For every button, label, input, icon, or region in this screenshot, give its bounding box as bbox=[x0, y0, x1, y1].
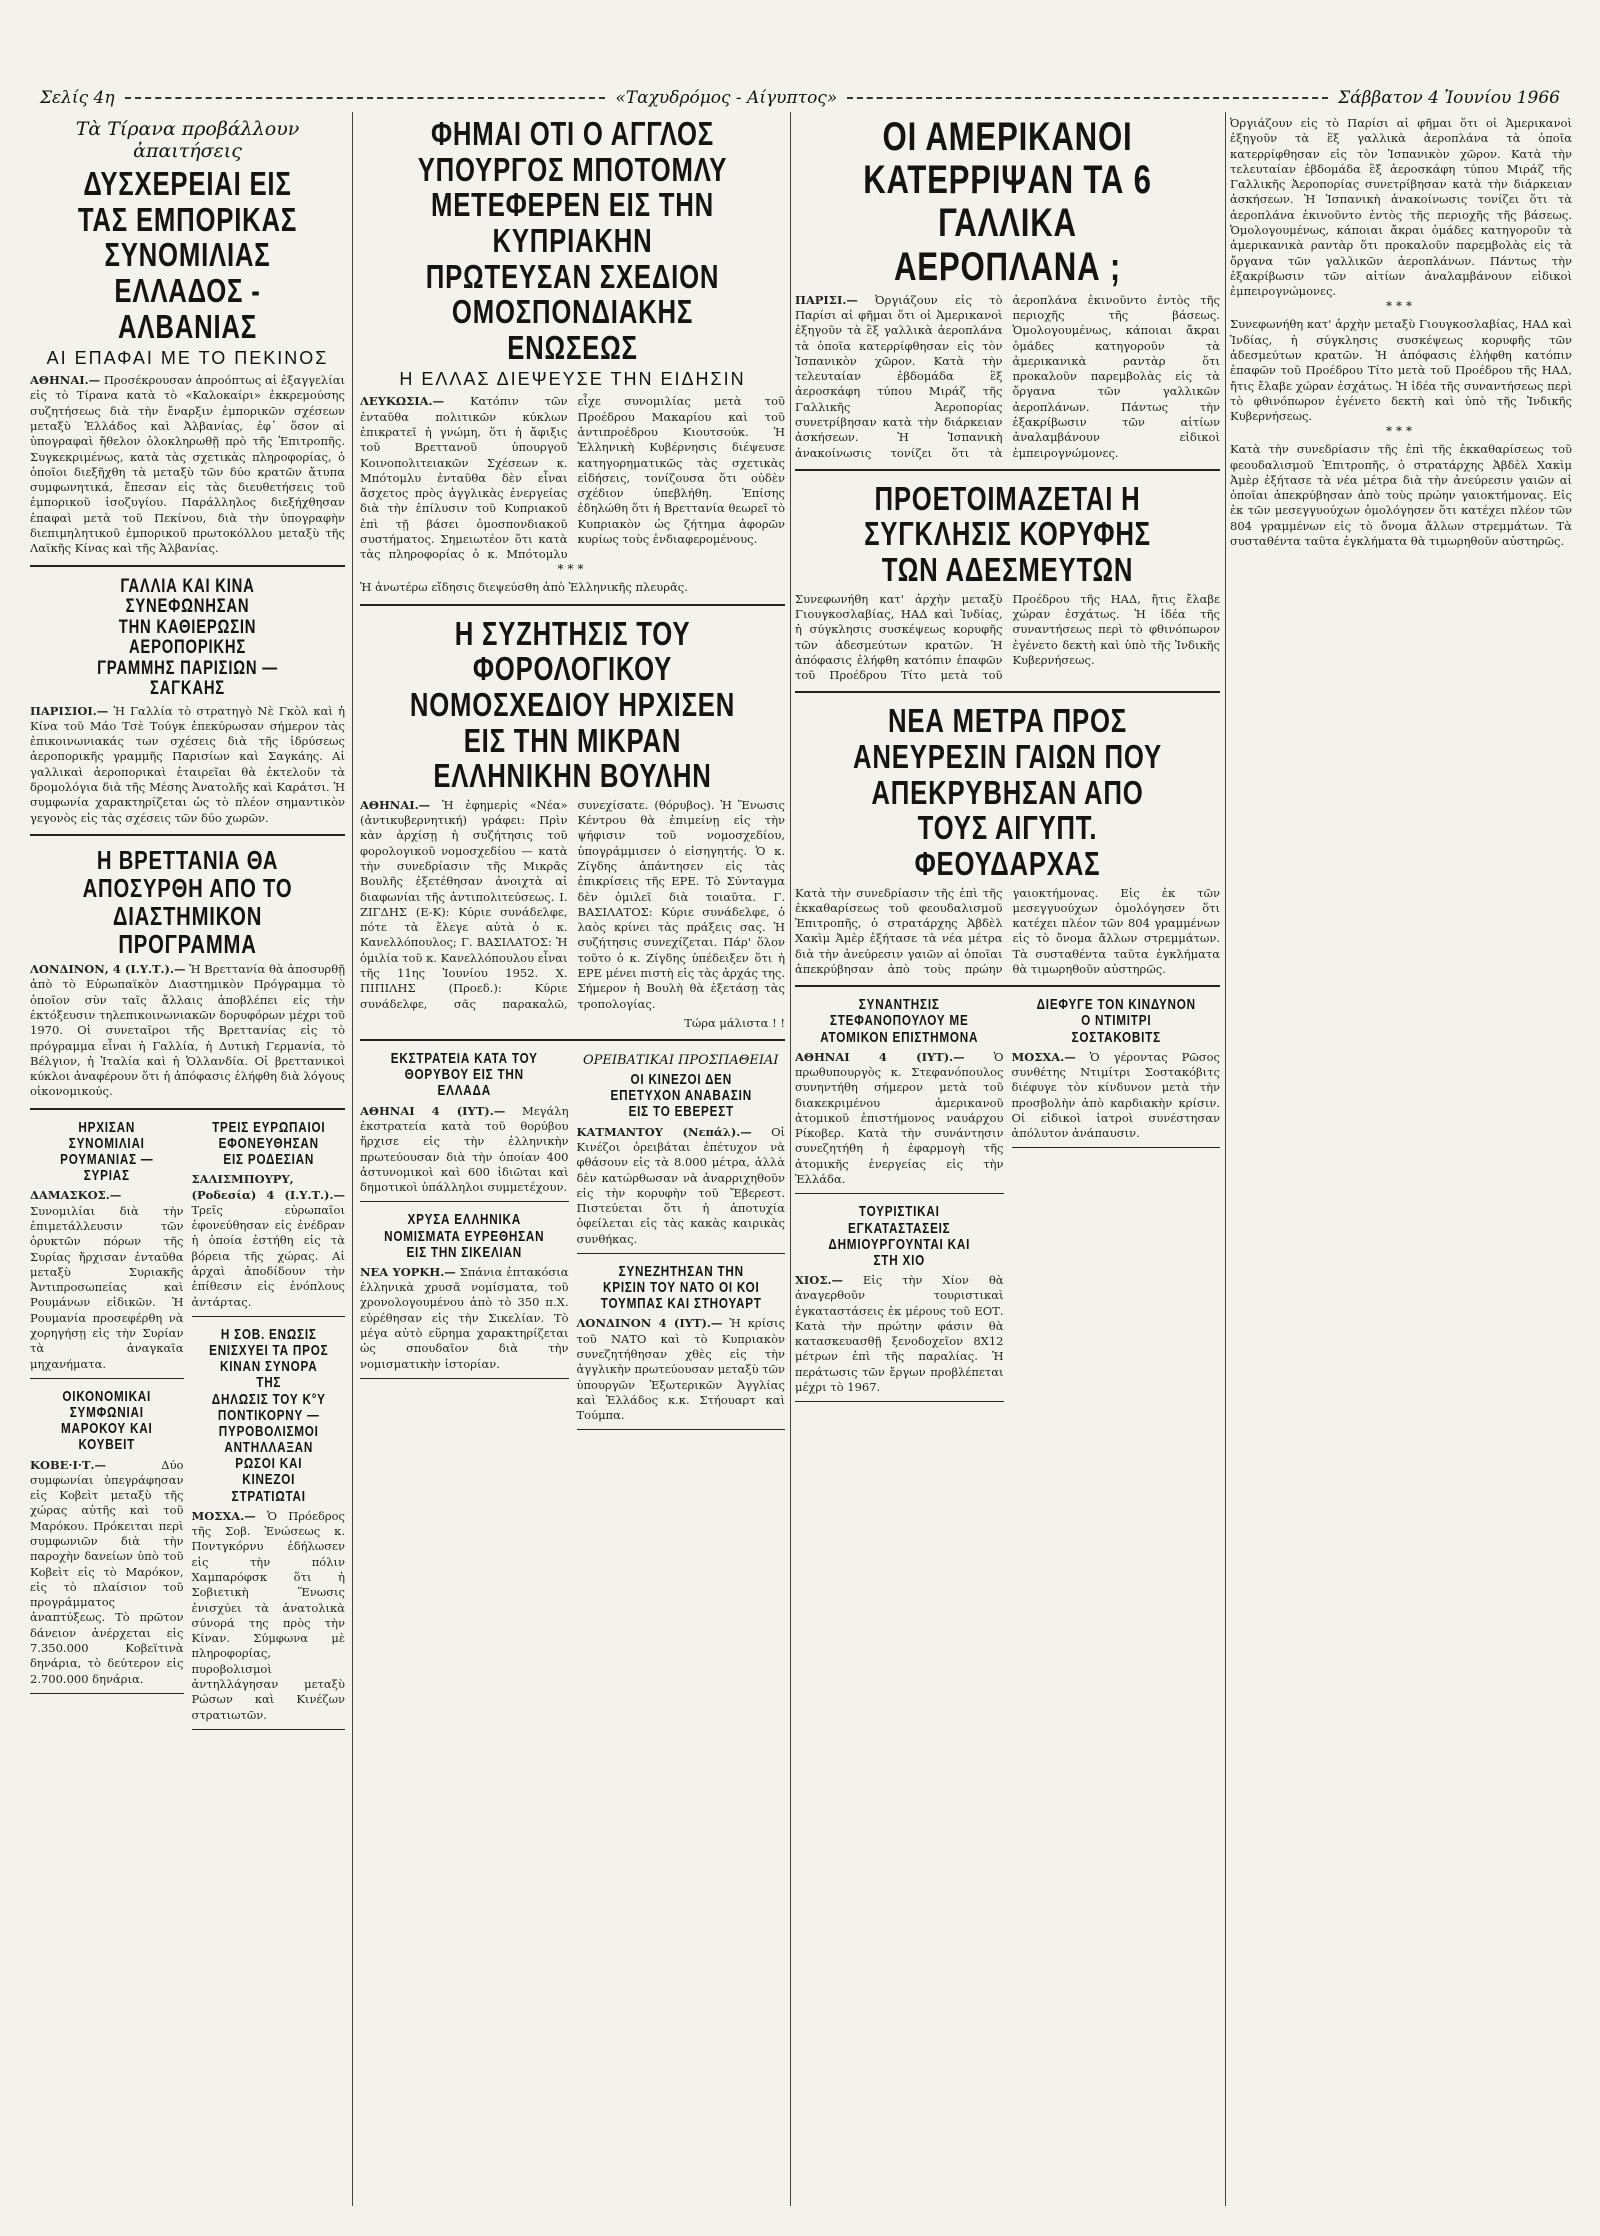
masthead bbox=[40, 86, 1560, 110]
article-dateline: ΧΙΟΣ.— bbox=[795, 1273, 843, 1288]
article-text: Κατόπιν τῶν ἐνταῦθα πολιτικῶν κύκλων ἐπικρατεῖ ἡ γνώμη, ὅτι ἡ ἄφιξις τοῦ Βρεττανοῦ ὑπουργοῦ Κοινοπολιτειακῶν Σχέσεων κ. Μπότομλυ ἐνταῦθα δὲν εἶναι ἄσχετος πρὸς ἀγγλικὰς ἐνεργείας διὰ τὴν ἐπίλυσιν τοῦ Κυπριακοῦ ἐπὶ τῇ βάσει ὁμοσπονδιακοῦ συστήματος. Σημειωτέον ὅτι κατὰ τὰς πληροφορίας ὁ κ. Μπότομλυ εἶχε συνομιλίας μετὰ τοῦ Προέδρου Μακαρίου καὶ τοῦ ἀντιπροέδρου Κιουτσούκ. Ἡ Ἑλληνικὴ Κυβέρνησις διέψευσε κατηγορηματικῶς τὰς σχετικὰς εἰδήσεις, τονίζουσα ὅτι οὐδὲν σχέδιον ὑπεβλήθη. Ἐπίσης ἐδηλώθη ὅτι ἡ Βρεττανία θεωρεῖ τὸ Κυπριακὸν ὡς ζήτημα ἀφορῶν κυρίως τοὺς ἐνδιαφερομένους. bbox=[360, 394, 785, 562]
article-stefanopoulos bbox=[795, 993, 1004, 1194]
article-body bbox=[795, 293, 1220, 461]
article-gold-coins bbox=[360, 1208, 569, 1379]
article-headline: ΧΡΥΣΑ ΕΛΛΗΝΙΚΑ ΝΟΜΙΣΜΑΤΑ ΕΥΡΕΘΗΣΑΝ ΕΙΣ ΤΗΝ ΣΙΚΕΛΙΑΝ bbox=[384, 1211, 545, 1261]
section-stars: *** bbox=[1386, 424, 1416, 439]
article-body bbox=[795, 1273, 1004, 1395]
article-headline: ΟΙ ΑΜΕΡΙΚΑΝΟΙ ΚΑΤΕΡΡΙΨΑΝ ΤΑ 6 ΓΑΛΛΙΚΑ ΑΕΡΟΠΛΑΝΑ ; bbox=[863, 115, 1152, 289]
continuation-text: Συνεφωνήθη κατ' ἀρχὴν μεταξὺ Γιουγκοσλαβίας, ΗΑΔ καὶ Ἰνδίας, ἡ σύγκλησις συσκέψεως κορυφῆς τῶν ἀδεσμεύτων κρατῶν. Ἡ ἀπόφασις ἐλήφθη κατόπιν ἐπαφῶν τοῦ Προέδρου Τίτο μετὰ τοῦ Προέδρου τῆς ΗΑΔ, ἤτις ἔλαβε χώραν ἐσχάτως. Ἡ ἰδέα τῆς συναντήσεως περὶ τὸ φθινόπωρον ἐγένετο δεκτὴ καὶ ὑπὸ τῆς Ἰνδικῆς Κυβερνήσεως. bbox=[1230, 317, 1572, 424]
article-dateline: ΑΘΗΝΑΙ.— bbox=[360, 797, 431, 812]
column-divider bbox=[352, 112, 353, 2206]
article-headline: ΓΡΑΜΜΗΣ ΠΑΡΙΣΙΩΝ — ΣΑΓΚΑΗΣ bbox=[97, 657, 278, 700]
article-deck: ΑΙ ΕΠΑΦΑΙ ΜΕ ΤΟ ΠΕΚΙΝΟΣ bbox=[46, 348, 329, 369]
article-dateline: ΛΟΝΔΙΝΟΝ 4 (ΙΥΤ).— bbox=[576, 1316, 723, 1331]
article-headline: ΗΡΧΙΣΑΝ ΣΥΝΟΜΙΛΙΑΙ ΡΟΥΜΑΝΙΑΣ — ΣΥΡΙΑΣ bbox=[60, 1118, 154, 1185]
column-2 bbox=[360, 112, 785, 2206]
article-headline: ΤΗΝ ΚΑΘΙΕΡΩΣΙΝ ΑΕΡΟΠΟΡΙΚΗΣ bbox=[118, 616, 257, 659]
article-text: Ἡ κρίσις τοῦ ΝΑΤΟ καὶ τὸ Κυπριακὸν συνεζητήθησαν χθὲς εἰς τὴν ἀγγλικὴν πρωτεύουσαν μεταξὺ τῶν ὑπουργῶν Ἐξωτερικῶν Ἀγγλίας καὶ Ἑλλάδος κ.κ. Στήουαρτ καὶ Τούμπα. bbox=[576, 1316, 785, 1423]
column-4 bbox=[1230, 112, 1572, 2206]
article-dateline: ΚΟΒΕ·Ι·Τ.— bbox=[30, 1457, 106, 1472]
article-shostakovich bbox=[1012, 993, 1221, 1148]
article-headline: ΝΕΑ ΜΕΤΡΑ ΠΡΟΣ ΑΝΕΥΡΕΣΙΝ ΓΑΙΩΝ ΠΟΥ ΑΠΕΚΡΥΒΗΣΑΝ ΑΠΟ ΤΟΥΣ ΑΙΓΥΠΤ. ΦΕΟΥΔΑΡΧΑΣ bbox=[853, 702, 1162, 882]
article-body bbox=[577, 1316, 786, 1423]
article-feudal-lands bbox=[795, 699, 1220, 987]
article-deck: Η ΕΛΛΑΣ ΔΙΕΨΕΥΣΕ ΤΗΝ ΕΙΔΗΣΙΝ bbox=[399, 369, 746, 390]
article-body bbox=[192, 1172, 346, 1310]
article-body bbox=[30, 962, 345, 1100]
article-text: Ὁ πρωθυπουργὸς κ. Στεφανόπουλος συνηντήθη σήμερον μετὰ τοῦ διακεκριμένου ἀμερικανοῦ ἀτομικοῦ ἐπιστήμονος ναυάρχου Ρίκοβερ. Κατὰ τὴν συνάντησιν συνεζητήθη ἡ ἐφαρμογὴ τῆς ἀτομικῆς ἐνεργείας εἰς τὴν Ἑλλάδα. bbox=[795, 1049, 1004, 1187]
article-noise-campaign bbox=[360, 1047, 569, 1202]
article-text: Ὁ γέροντας Ρῶσος συνθέτης Ντιμίτρι Σοστακόβιτς διέφυγε τὸν κίνδυνον μετὰ τὴν προσβολὴν ἀπὸ καρδιακὴν κρίσιν. Οἱ εἰδικοὶ ἰατροὶ συνέστησαν ἀπόλυτον ἀνάπαυσιν. bbox=[1011, 1049, 1220, 1141]
article-kicker: ΟΡΕΙΒΑΤΙΚΑΙ ΠΡΟΣΠΑΘΕΙΑΙ bbox=[582, 1053, 779, 1069]
newspaper-name: «Ταχυδρόμος - Αίγυπτος» bbox=[615, 88, 838, 108]
page-number: Σελίς 4η bbox=[40, 88, 115, 108]
article-soviet-border bbox=[192, 1323, 346, 1730]
article-headline: Η ΒΡΕΤΤΑΝΙΑ ΘΑ ΑΠΟΣΥΡΘΗ ΑΠΟ ΤΟ ΔΙΑΣΤΗΜΙΚΟΝ ΠΡΟΓΡΑΜΜΑ bbox=[82, 844, 293, 960]
article-headline: ΣΥΝΕΖΗΤΗΣΑΝ ΤΗΝ ΚΡΙΣΙΝ ΤΟΥ ΝΑΤΟ ΟΙ ΚΟΙ ΤΟΥΜΠΑΣ ΚΑΙ ΣΤΗΟΥΑΡΤ bbox=[600, 1262, 762, 1313]
article-text: Ἡ Γαλλία τὸ στρατηγὸ Νὲ Γκὸλ καὶ ἡ Κίνα τοῦ Μάο Τσὲ Τούγκ ἐπεκύρωσαν σήμερον τὰς ἐπικοινωνιακάς των σχέσεις διὰ τῆς ἱδρύσεως ἀεροπορικῆς γραμμῆς Παρισίων καὶ Σαγκάης. Αἱ γαλλικαὶ ἀεροπορικαὶ ἑταιρεῖαι θὰ ἐκτελοῦν τὰ δρομολόγια διὰ τῆς Μέσης Ἀνατολῆς καὶ Καράτσι. Ἡ συμφωνία χαρακτηρίζεται ὡς τὸ πλέον σημαντικὸν γεγονὸς εἰς τὰς σχέσεις τῶν δύο χωρῶν. bbox=[30, 703, 345, 825]
article-headline: ΣΥΝΑΝΤΗΣΙΣ ΣΤΕΦΑΝΟΠΟΥΛΟΥ ΜΕ ΑΤΟΜΙΚΟΝ ΕΠΙΣΤΗΜΟΝΑ bbox=[820, 996, 979, 1046]
article-body bbox=[30, 1458, 184, 1687]
continuation-text: Ὀργιάζουν εἰς τὸ Παρίσι αἱ φῆμαι ὅτι οἱ Ἀμερικανοὶ ἐξηγοῦν τὰ ἓξ γαλλικὰ ἀεροπλάνα τὰ ὁποῖα κατερρίφθησαν εἰς τὸν Ἰσπανικὸν χῶρον. Κατὰ τὴν τελευταίαν ἑβδομάδα ἓξ ἀεροσκάφη τύπου Μιράζ τῆς Γαλλικῆς Ἀεροπορίας συνετρίβησαν κατὰ τὴν διάρκειαν ἀσκήσεων. Ἡ Ἰσπανικὴ ἀνακοίνωσις τονίζει ὅτι τὰ ἀεροπλάνα ἐκινοῦντο ἐντὸς τῆς περιοχῆς τῆς βάσεως. Ὁμολογουμένως, κάποιαι ἄκραι ὁμάδες κατηγοροῦν τὰ ἀμερικανικὰ ραντὰρ ὅτι προκαλοῦν παρεμβολὰς εἰς τὰ ὄργανα τῶν γαλλικῶν ἀεροπλάνων. Πάντως τὴν ἐξακρίβωσιν τῶν αἰτίων ἀναλαμβάνουν εἰδικοὶ ἐμπειρογνώμονες. bbox=[1230, 116, 1572, 299]
article-text: Οἱ Κινέζοι ὀρειβάται ἐπέτυχον νὰ φθάσουν εἰς τὰ 8.000 μέτρα, ἀλλὰ δὲν κατώρθωσαν νὰ ἀναρριχηθοῦν εἰς τὴν κορυφὴν τοῦ Ἔβερεστ. Πιστεύεται ὅτι ἡ ἀποτυχία ὀφείλεται εἰς τὰς κακὰς καιρικὰς συνθήκας. bbox=[576, 1124, 785, 1246]
article-albania bbox=[30, 112, 345, 567]
article-nato bbox=[577, 1260, 786, 1431]
article-dateline: ΑΘΗΝΑΙ 4 (ΙΥΤ).— bbox=[360, 1103, 506, 1118]
article-headline: ΕΚΣΤΡΑΤΕΙΑ ΚΑΤΑ ΤΟΥ ΘΟΡΥΒΟΥ ΕΙΣ ΤΗΝ ΕΛΛΑΔΑ bbox=[390, 1050, 538, 1100]
article-text: Ὁ Πρόεδρος τῆς Σοβ. Ἑνώσεως κ. Ποντγκόρνυ ἐδήλωσεν εἰς τὴν πόλιν Χαμπαρόφσκ ὅτι ἡ Σοβιετικὴ Ἕνωσις ἐνισχύει τὰ ἀνατολικὰ σύνορά της πρὸς τὴν Κίναν. Σύμφωνα μὲ πληροφορίας, πυροβολισμοὶ ἀντηλλάγησαν μεταξὺ Ρώσων καὶ Κινέζων στρατιωτῶν. bbox=[191, 1508, 345, 1722]
article-text: Δύο συμφωνίαι ὑπεγράφησαν εἰς Κοβεὶτ μεταξὺ τῆς χώρας αὐτῆς καὶ τοῦ Μαρόκου. Πρόκειται περὶ συμφωνιῶν διὰ τὴν παροχὴν δανείων ὑπὸ τοῦ Κοβεὶτ εἰς τὸ Μαρόκον, εἰς τὸ πλαίσιον τοῦ προγράμματος ἀναπτύξεως. Τὸ πρῶτον δάνειον ἀνέρχεται εἰς 7.350.000 Κοβεϊτινὰ δηνάρια, τὸ δεύτερον εἰς 2.700.000 δηνάρια. bbox=[30, 1457, 184, 1686]
article-text: Σπάνια ἑπτακόσια ἑλληνικὰ χρυσᾶ νομίσματα, τοῦ χρονολογουμένου ἀπὸ τὸ 350 π.Χ. εὑρέθησαν εἰς τὴν Σικελίαν. Τὸ μέγα αὐτὸ εὕρημα χαρακτηρίζεται ὡς σπουδαῖον διὰ τὴν νομισματικὴν ἱστορίαν. bbox=[360, 1264, 569, 1371]
article-dateline: ΛΕΥΚΩΣΙΑ.— bbox=[360, 394, 445, 409]
article-headline: ΠΡΟΕΤΟΙΜΑΖΕΤΑΙ Η ΣΥΓΚΛΗΣΙΣ ΚΟΡΥΦΗΣ ΤΩΝ ΑΔΕΣΜΕΥΤΩΝ bbox=[864, 479, 1151, 589]
column-1 bbox=[30, 112, 345, 2206]
article-dateline: ΝΕΑ ΥΟΡΚΗ.— bbox=[360, 1264, 456, 1279]
article-body bbox=[795, 1050, 1004, 1188]
article-body bbox=[360, 798, 785, 1012]
article-dateline: ΛΟΝΔΙΝΟΝ, 4 (Ι.Υ.Τ.).— bbox=[30, 962, 186, 977]
article-us-jets bbox=[795, 112, 1220, 471]
article-text: Συνομιλίαι διὰ τὴν ἐπιμετάλλευσιν τῶν ὀρυκτῶν πόρων τῆς Συρίας ἤρχισαν ἐνταῦθα μεταξὺ Συριακῆς Ἀντιπροσωπείας καὶ Ρουμάνων εἰδικῶν. Ἡ Ρουμανία προσεφέρθη νὰ χορηγήσῃ εἰς τὴν Συρίαν τὰ ἀναγκαῖα μηχανήματα. bbox=[30, 1203, 184, 1371]
article-text: Ὀργιάζουν εἰς τὸ Παρίσι αἱ φῆμαι ὅτι οἱ Ἀμερικανοὶ ἐξηγοῦν τὰ ἓξ γαλλικὰ ἀεροπλάνα τὰ ὁποῖα κατερρίφθησαν εἰς τὸν Ἰσπανικὸν χῶρον. Κατὰ τὴν τελευταίαν ἑβδομάδα ἓξ ἀεροσκάφη τύπου Μιράζ τῆς Γαλλικῆς Ἀεροπορίας συνετρίβησαν κατὰ τὴν διάρκειαν ἀσκήσεων. Ἡ Ἰσπανικὴ ἀνακοίνωσις τονίζει ὅτι τὰ ἀεροπλάνα ἐκινοῦντο ἐντὸς τῆς περιοχῆς τῆς βάσεως. Ὁμολογουμένως, κάποιαι ἄκραι ὁμάδες κατηγοροῦν τὰ ἀμερικανικὰ ραντὰρ ὅτι προκαλοῦν παρεμβολὰς εἰς τὰ ὄργανα τῶν γαλλικῶν ἀεροπλάνων. Πάντως τὴν ἐξακρίβωσιν τῶν αἰτίων ἀναλαμβάνουν εἰδικοὶ ἐμπειρογνώμονες. bbox=[795, 292, 1220, 460]
article-dateline: ΜΟΣΧΑ.— bbox=[1011, 1049, 1076, 1064]
article-text: Μεγάλη ἐκστρατεία κατὰ τοῦ θορύβου ἤρχισε εἰς τὴν ἑλληνικὴν πρωτεύουσαν διὰ τὴν ὁποίαν 400 ἀστυνομικοὶ καὶ 600 ἰδιῶται καὶ δημοτικοὶ ὑπάλληλοι συμμετέχουν. bbox=[360, 1103, 569, 1195]
article-dateline: ΑΘΗΝΑΙ 4 (ΙΥΤ).— bbox=[795, 1049, 965, 1064]
article-body bbox=[360, 394, 785, 562]
article-europeans-rhodesia bbox=[192, 1116, 346, 1317]
article-end: Τώρα μάλιστα ! ! bbox=[684, 1015, 785, 1030]
column-3 bbox=[795, 112, 1220, 2206]
article-deck: ΔΗΛΩΣΙΣ ΤΟΥ Κ°Υ ΠΟΝΤΙΚΟΡΝΥ — ΠΥΡΟΒΟΛΙΣΜΟΙ ΑΝΤΗΛΛΑΞΑΝ ΡΩΣΟΙ ΚΑΙ ΚΙΝΕΖΟΙ ΣΤΡΑΤΙΩΤΑΙ bbox=[211, 1390, 326, 1505]
article-dateline: ΠΑΡΙΣΙ.— bbox=[795, 292, 858, 307]
article-headline: ΔΥΣΧΕΡΕΙΑΙ ΕΙΣ ΤΑΣ ΕΜΠΟΡΙΚΑΣ ΣΥΝΟΜΙΛΙΑΣ ΕΛΛΑΔΟΣ - ΑΛΒΑΝΙΑΣ bbox=[77, 165, 298, 345]
column-2-lower bbox=[360, 1047, 785, 1436]
article-body bbox=[360, 1265, 569, 1372]
issue-date: Σάββατον 4 Ἰουνίου 1966 bbox=[1338, 88, 1560, 108]
article-kuwait bbox=[30, 1385, 184, 1694]
article-dateline: ΜΟΣΧΑ.— bbox=[191, 1508, 256, 1523]
article-headline: ΕΦΟΝΕΥΘΗΣΑΝ ΕΙΣ ΡΟΔΕΣΙΑΝ bbox=[218, 1134, 319, 1169]
column-1-lower bbox=[30, 1116, 345, 1736]
article-body bbox=[30, 373, 345, 556]
article-dateline: ΑΘΗΝΑΙ.— bbox=[30, 373, 101, 388]
article-text: Ἡ ἐφημερὶς «Νέα» (ἀντικυβερνητική) γράφει: Πρὶν κὰν ἀρχίσῃ ἡ συζήτησις τοῦ φορολογικοῦ νομοσχεδίου — κατὰ τὴν συνεδρίασιν τῆς Μικρᾶς Βουλῆς ἐξετέθησαν ἀνοιχτὰ αἱ διαφωνίαι τῆς ἀντιπολιτεύσεως. Ι. ΖΙΓΔΗΣ (Ε-Κ): Κύριε συνάδελφε, πότε τὰ ἔλεγε αὐτὰ ὁ κ. Κανελλόπουλος; Γ. ΒΑΣΙΛΑΤΟΣ: Ἡ ὁμιλία τοῦ κ. Κανελλόπουλου εἶναι τῆς 11ης Ἰουνίου 1952. Χ. ΠΙΠΙΛΗΣ (Προεδ.): Κύριε συνάδελφε, σᾶς παρακαλῶ, συνεχίσατε. (θόρυβος). Ἡ Ἕνωσις Κέντρου θὰ ἐπιμείνῃ εἰς τὴν ψήφισιν τοῦ νομοσχεδίου, ὑπογράμμισεν ὁ εἰσηγητής. Ὁ κ. Ζίγδης ἀπάντησεν εἰς τὰς ἐπικρίσεις τῆς ΕΡΕ. Τὸ Σύνταγμα δὲν ὁμιλεῖ διὰ τοιαῦτα. Γ. ΒΑΣΙΛΑΤΟΣ: Κύριε συνάδελφε, ὁ λαὸς κρίνει τὰς πράξεις σας. Ἡ συζήτησις συνεχίζεται. Πάρ' ὅλον τοῦτο ὁ κ. Ζίγδης ὑπέδειξεν ὅτι ἡ ΕΡΕ μένει πιστὴ εἰς τὰς ἀρχάς της. Σήμερον ἡ Βουλὴ θὰ ἐξετάσῃ τὰς τροπολογίας. bbox=[360, 797, 785, 1011]
article-headline: ΟΙΚΟΝΟΜΙΚΑΙ ΣΥΜΦΩΝΙΑΙ ΜΑΡΟΚΟΥ ΚΑΙ ΚΟΥΒΕΙΤ bbox=[60, 1387, 153, 1454]
article-france-china bbox=[30, 573, 345, 836]
article-summit bbox=[795, 477, 1220, 694]
article-cyprus bbox=[360, 112, 785, 606]
article-text: Προσέκρουσαν ἀπροόπτως αἱ ἐξαγγελίαι εἰς τὸ Τίρανα κατὰ τὸ «Καλοκαίρι» ἐκκρεμούσης συζητήσεως διὰ τὴν ἔναρξιν ἐμπορικῶν σχέσεων μεταξὺ Ἑλλάδος καὶ Ἀλβανίας, ἐφ᾽ ὅσον αἱ ὑπογραφαὶ ἤθελον ὁλοκληρωθῇ πρὸ τῆς Ἐπιτροπῆς. Συγκεκριμένως, κατὰ τὰς σχετικὰς πληροφορίας, ὁ ὁποῖοι διεξῆχθη τὰ μεταξὺ τῶν δύο κρατῶν ἄτυπα συμφωνητικά, ἔπεσαν εἰς τὰς διευθετήσεις τοῦ ἐμπορικοῦ ἰσοζυγίου. Παράλληλος διεξήχθησαν ἐπαφαὶ μετὰ τοῦ Πεκίνου, διὰ τὴν ὑπογραφὴν διεπιμηλητικοῦ ἐμπορικοῦ πρωτοκόλλου μεταξὺ τῆς Λαϊκῆς Κίνας καὶ τῆς Ἀλβανίας. bbox=[30, 373, 345, 556]
article-everest bbox=[577, 1047, 786, 1254]
section-stars: *** bbox=[557, 562, 588, 577]
article-body bbox=[30, 704, 345, 826]
article-syria-romania bbox=[30, 1116, 184, 1379]
article-text: Εἰς τὴν Χίον θὰ ἀναγερθοῦν τουριστικαὶ ἐγκαταστάσεις ἐκ μέρους τοῦ ΕΟΤ. Κατὰ τὴν πρώτην φάσιν θὰ κατασκευασθῇ ξενοδοχεῖον 8Χ12 μέτρων ἐπὶ τῆς παραλίας. Ἡ περάτωσις τῶν ἔργων προβλέπεται μέχρι τὸ 1967. bbox=[795, 1273, 1004, 1395]
article-text: Ἡ Βρεττανία θὰ ἀποσυρθῇ ἀπὸ τὸ Εὐρωπαϊκὸν Διαστημικὸν Πρόγραμμα τὸ ὁποῖον σὺν ταῖς ἄλλαις ἀποβλέπει εἰς τὴν ἐκτόξευσιν τηλεπικοινωνιακῶν δορυφόρων μέχρι τοῦ 1970. Οἱ συνεταῖροι τῆς Βρεττανίας εἰς τὸ πρόγραμμα εἶναι ἡ Γαλλία, ἡ Δυτικὴ Γερμανία, τὸ Βέλγιον, ἡ Ἰταλία καὶ ἡ Ὁλλανδία. Οἱ βρεττανικοὶ κύκλοι ἀναφέρουν ὅτι ἡ ἀπόφασις ἐλήφθη διὰ λόγους οἰκονομικούς. bbox=[30, 962, 345, 1099]
masthead-rule-left bbox=[125, 97, 606, 99]
article-kicker: Τὰ Τίρανα προβάλλουν ἀπαιτήσεις bbox=[75, 118, 300, 162]
article-dateline: ΠΑΡΙΣΙΟΙ.— bbox=[30, 703, 109, 718]
article-body: Συνεφωνήθη κατ' ἀρχὴν μεταξὺ Γιουγκοσλαβίας, ΗΑΔ καὶ Ἰνδίας, ἡ σύγκλησις συσκέψεως κορυφῆς τῶν ἀδεσμεύτων κρατῶν. Ἡ ἀπόφασις ἐλήφθη κατόπιν ἐπαφῶν τοῦ Προέδρου Τίτο μετὰ τοῦ Προέδρου τῆς ΗΑΔ, ἤτις ἔλαβε χώραν ἐσχάτως. Ἡ ἰδέα τῆς συναντήσεως περὶ τὸ φθινόπωρον ἐγένετο δεκτὴ καὶ ὑπὸ τῆς Ἰνδικῆς Κυβερνήσεως. bbox=[795, 591, 1220, 683]
article-headline: Η ΣΥΖΗΤΗΣΙΣ ΤΟΥ ΦΟΡΟΛΟΓΙΚΟΥ ΝΟΜΟΣΧΕΔΙΟΥ ΗΡΧΙΣΕΝ ΕΙΣ ΤΗΝ ΜΙΚΡΑΝ ΕΛΛΗΝΙΚΗΝ ΒΟΥΛΗΝ bbox=[409, 614, 736, 795]
article-body bbox=[360, 1104, 569, 1196]
article-dateline: ΣΑΛΙΣΜΠΟΥΡΥ, (Ροδεσία) 4 (Ι.Υ.Τ.).— bbox=[191, 1172, 345, 1202]
article-headline: ΓΑΛΛΙΑ ΚΑΙ ΚΙΝΑ ΣΥΝΕΦΩΝΗΣΑΝ bbox=[120, 575, 255, 618]
article-headline: ΤΟΥΡΙΣΤΙΚΑΙ ΕΓΚΑΤΑΣΤΑΣΕΙΣ ΔΗΜΙΟΥΡΓΟΥΝΤΑΙ ΚΑΙ ΣΤΗ ΧΙΟ bbox=[828, 1203, 971, 1269]
column-divider bbox=[1225, 112, 1226, 2206]
article-headline: ΔΙΕΦΥΓΕ ΤΟΝ ΚΙΝΔΥΝΟΝ Ο ΝΤΙΜΙΤΡΙ ΣΟΣΤΑΚΟΒΙΤΣ bbox=[1036, 996, 1196, 1046]
article-dateline: ΔΑΜΑΣΚΟΣ.— bbox=[30, 1188, 122, 1203]
article-dateline: ΚΑΤΜΑΝΤΟΥ (Νεπάλ).— bbox=[576, 1124, 752, 1139]
article-text: Τρεῖς εὐρωπαῖοι ἐφονεύθησαν εἰς ἐνέδραν ἡ ὁποία ἐστήθη εἰς τὰ βόρεια τῆς χώρας. Αἱ ἀρχαὶ ἀποδίδουν τὴν ἐπίθεσιν εἰς ἐνόπλους ἀντάρτας. bbox=[191, 1202, 345, 1309]
section-stars: *** bbox=[1386, 299, 1416, 314]
article-headline: Η ΣΟΒ. ΕΝΩΣΙΣ ΕΝΙΣΧΥΕΙ ΤΑ ΠΡΟΣ ΚΙΝΑΝ ΣΥΝΟΡΑ ΤΗΣ bbox=[208, 1325, 328, 1392]
article-body bbox=[192, 1509, 346, 1723]
article-tourism bbox=[795, 1200, 1004, 1402]
article-headline: ΟΙ ΚΙΝΕΖΟΙ ΔΕΝ ΕΠΕΤΥΧΟΝ ΑΝΑΒΑΣΙΝ ΕΙΣ ΤΟ ΕΒΕΡΕΣΤ bbox=[610, 1071, 752, 1121]
article-body bbox=[30, 1188, 184, 1371]
article-body: Κατὰ τὴν συνεδρίασιν τῆς ἐπὶ τῆς ἐκκαθαρίσεως τοῦ φεουδαλισμοῦ Ἐπιτροπῆς, ὁ στρατάρχης Ἀβδὲλ Χακὶμ Ἀμὲρ ἐξήτασε τὰ νέα μέτρα διὰ τὴν ἀνεύρεσιν γαιῶν αἱ ὁποῖαι ἀπεκρύβησαν ἀπὸ τοὺς πρώην γαιοκτήμονας. Εἰς ἐκ τῶν μεσεγγυούχων ὁμολόγησεν ὅτι κατέχει πλέον τῶν 804 γραμμένων εἰς τὸ ὄνομα ἄλλων στρεμμάτων. Τὰ συσταθέντα ταῦτα ἐγκλήματα θὰ τιμωρηθοῦν αὐστηρῶς. bbox=[795, 885, 1220, 976]
column-divider bbox=[790, 112, 791, 2206]
article-body bbox=[1012, 1050, 1221, 1142]
article-tax-bill bbox=[360, 612, 785, 1041]
column-3-lower bbox=[795, 993, 1220, 1408]
article-headline: ΦΗΜΑΙ ΟΤΙ Ο ΑΓΓΛΟΣ ΥΠΟΥΡΓΟΣ ΜΠΟΤΟΜΛΥ ΜΕΤΕΦΕΡΕΝ ΕΙΣ ΤΗΝ ΚΥΠΡΙΑΚΗΝ ΠΡΩΤΕΥΣΑΝ ΣΧΕΔΙΟΝ ΟΜΟΣΠΟΝΔΙΑΚΗΣ ΕΝΩΣΕΩΣ bbox=[417, 115, 728, 366]
masthead-rule-right bbox=[847, 97, 1328, 99]
article-end: Ἡ ἀνωτέρω εἴδησις διεψεύσθη ἀπὸ Ἑλληνικῆς πλευρᾶς. bbox=[360, 580, 688, 595]
article-britain-space bbox=[30, 842, 345, 1110]
article-kicker: ΤΡΕΙΣ ΕΥΡΩΠΑΙΟΙ bbox=[211, 1118, 325, 1136]
continuation-text: Κατὰ τὴν συνεδρίασιν τῆς ἐπὶ τῆς ἐκκαθαρίσεως τοῦ φεουδαλισμοῦ Ἐπιτροπῆς, ὁ στρατάρχης Ἀβδὲλ Χακὶμ Ἀμὲρ ἐξήτασε τὰ νέα μέτρα διὰ τὴν ἀνεύρεσιν γαιῶν αἱ ὁποῖαι ἀπεκρύβησαν ἀπὸ τοὺς πρώην γαιοκτήμονας. Εἰς ἐκ τῶν μεσεγγυούχων ὁμολόγησεν ὅτι κατέχει πλέον τῶν 804 γραμμένων εἰς τὸ ὄνομα ἄλλων στρεμμάτων. Τὰ συσταθέντα ταῦτα ἐγκλήματα θὰ τιμωρηθοῦν αὐστηρῶς. bbox=[1230, 442, 1572, 549]
article-body bbox=[577, 1125, 786, 1247]
